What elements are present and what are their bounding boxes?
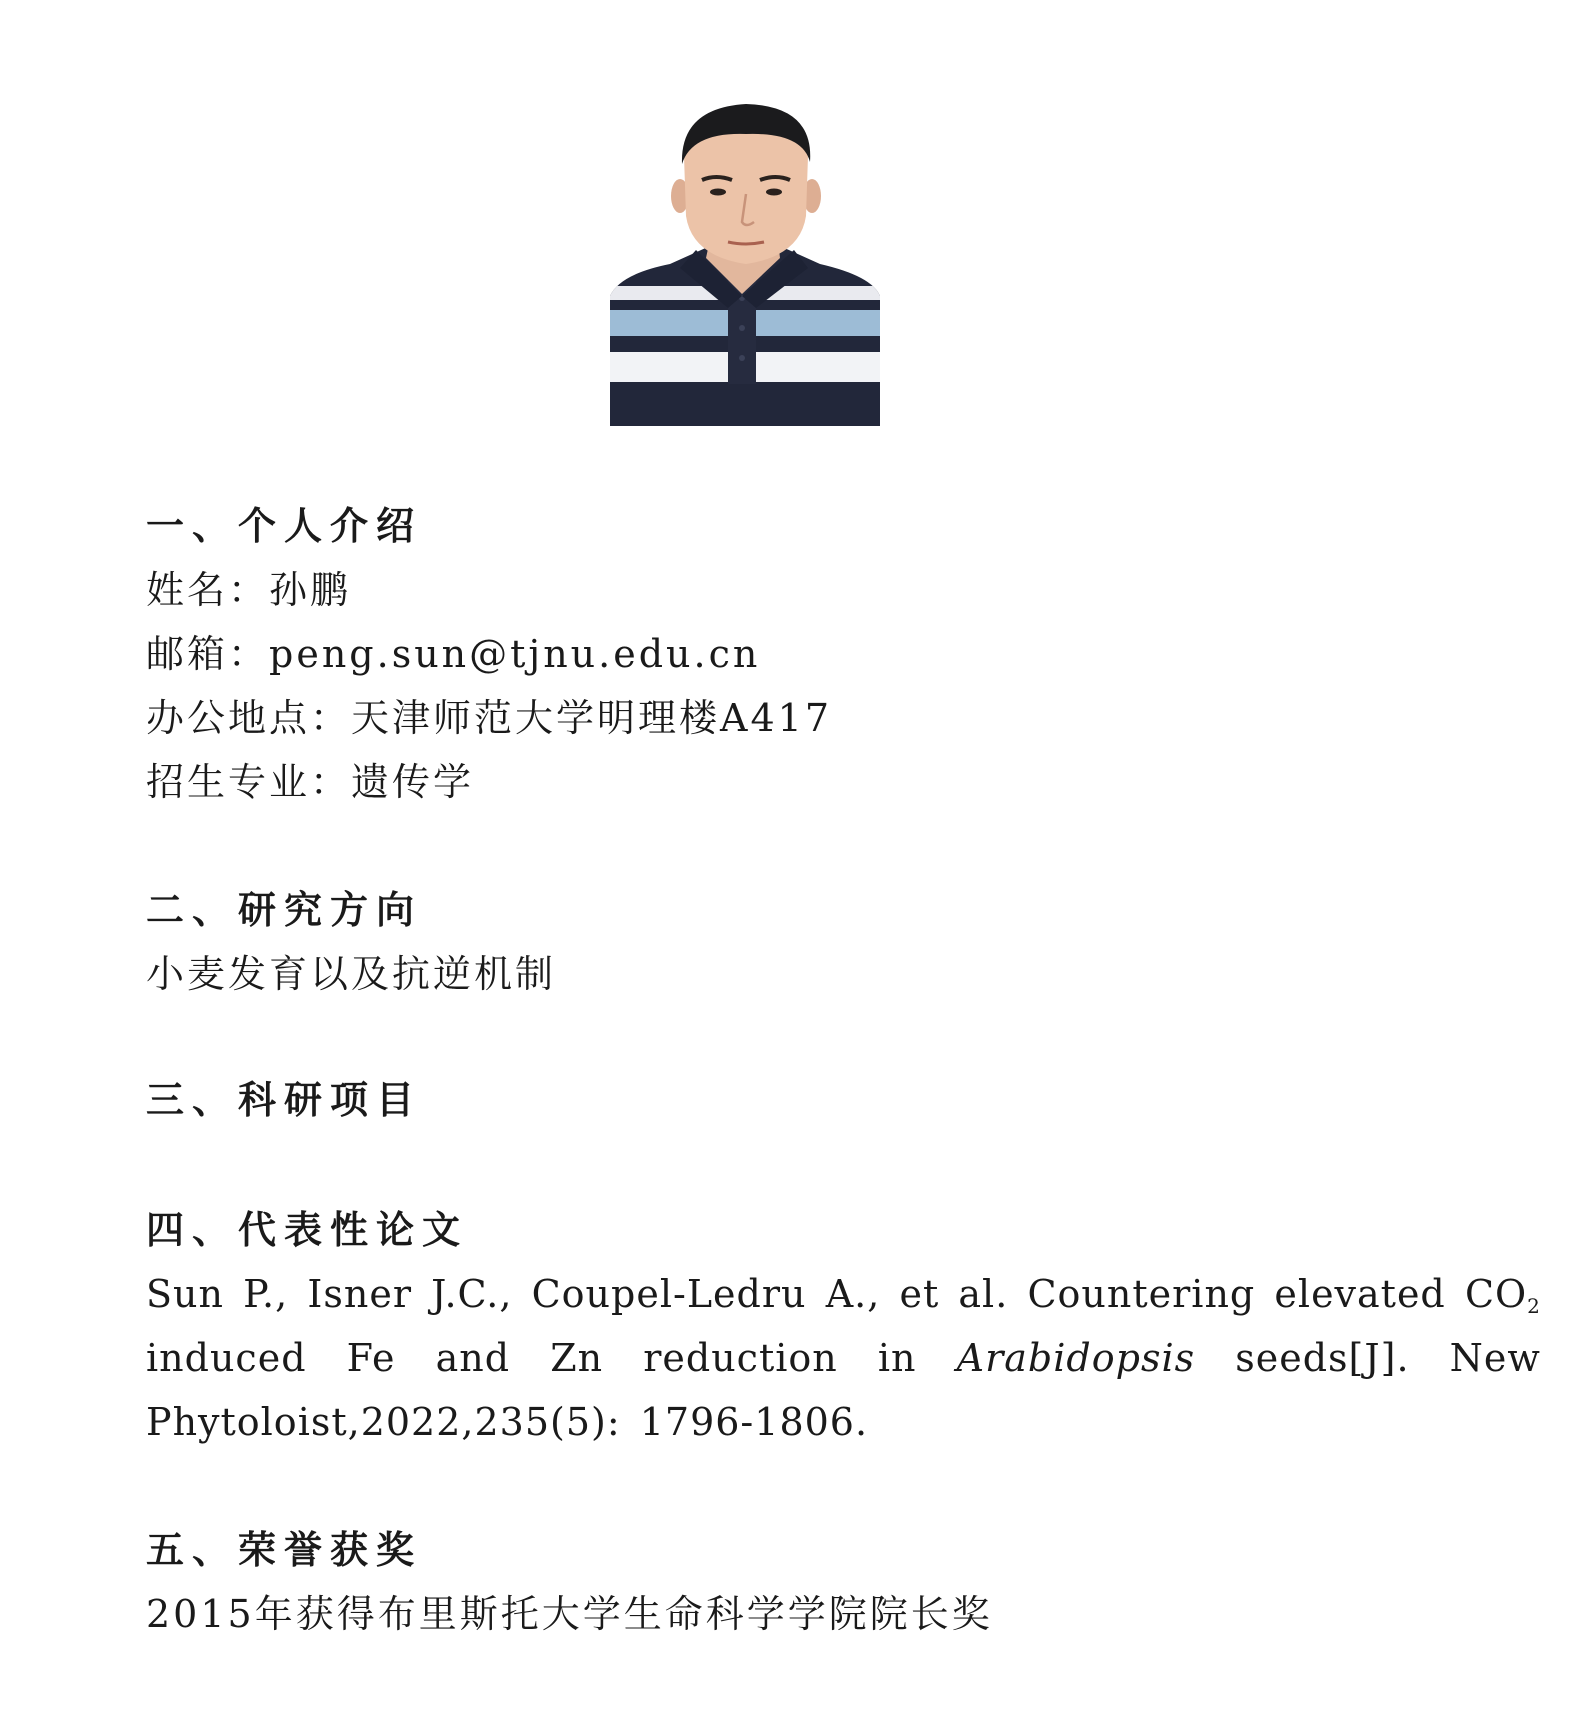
subscript: 2 xyxy=(1527,1294,1541,1318)
name-label: 姓名： xyxy=(146,568,270,612)
paper-word: al. xyxy=(958,1272,1009,1316)
paper-line-1 xyxy=(146,1262,1541,1326)
section-heading-papers: 四、代表性论文 xyxy=(146,1207,469,1252)
name-row xyxy=(146,558,1541,622)
email-value: peng.sun@tjnu.edu.cn xyxy=(269,632,761,676)
paper-word: Zn xyxy=(550,1336,604,1380)
paper-word: Isner xyxy=(307,1272,412,1316)
paper-word: and xyxy=(435,1336,511,1380)
papers-section xyxy=(146,1198,1541,1454)
personal-intro-section xyxy=(146,494,1541,814)
paper-word: Countering xyxy=(1027,1272,1256,1316)
paper-word: Coupel-Ledru xyxy=(531,1272,807,1316)
honors-section xyxy=(146,1518,1541,1646)
paper-word: Sun xyxy=(146,1272,224,1316)
portrait-photo xyxy=(610,96,880,426)
paper-word: in xyxy=(877,1336,917,1380)
paper-word: P., xyxy=(243,1272,289,1316)
co2-formula xyxy=(1465,1262,1541,1326)
office-label: 办公地点： xyxy=(146,696,352,740)
paper-word: et xyxy=(899,1272,940,1316)
paper-reference xyxy=(146,1262,1541,1454)
research-content: 小麦发育以及抗逆机制 xyxy=(146,952,557,996)
projects-section xyxy=(146,1068,1541,1132)
paper-word: A., xyxy=(825,1272,881,1316)
paper-line-3: Phytoloist,2022,235(5): 1796-1806. xyxy=(146,1400,869,1444)
paper-word: New xyxy=(1449,1336,1541,1380)
paper-word: induced xyxy=(146,1336,307,1380)
office-value: 天津师范大学明理楼A417 xyxy=(351,696,832,740)
email-row xyxy=(146,622,1541,686)
major-row xyxy=(146,750,1541,814)
section-heading-intro: 一、个人介绍 xyxy=(146,503,423,548)
email-label: 邮箱： xyxy=(146,632,270,676)
section-heading-projects: 三、科研项目 xyxy=(146,1077,423,1122)
paper-word: elevated xyxy=(1274,1272,1446,1316)
species-name: Arabidopsis xyxy=(956,1336,1196,1380)
paper-word: J.C., xyxy=(431,1272,513,1316)
name-value: 孙鹏 xyxy=(269,568,352,612)
major-value: 遗传学 xyxy=(351,760,475,804)
paper-word: Fe xyxy=(346,1336,396,1380)
major-label: 招生专业： xyxy=(146,760,352,804)
honors-content: 2015年获得布里斯托大学生命科学学院院长奖 xyxy=(146,1592,993,1636)
paper-word: seeds[J]. xyxy=(1235,1336,1410,1380)
paper-line-2 xyxy=(146,1326,1541,1390)
section-heading-honors: 五、荣誉获奖 xyxy=(146,1527,423,1572)
research-direction-section xyxy=(146,878,1541,1006)
paper-word: reduction xyxy=(643,1336,838,1380)
paper-word: CO xyxy=(1464,1272,1528,1316)
office-row xyxy=(146,686,1541,750)
section-heading-research: 二、研究方向 xyxy=(146,887,423,932)
